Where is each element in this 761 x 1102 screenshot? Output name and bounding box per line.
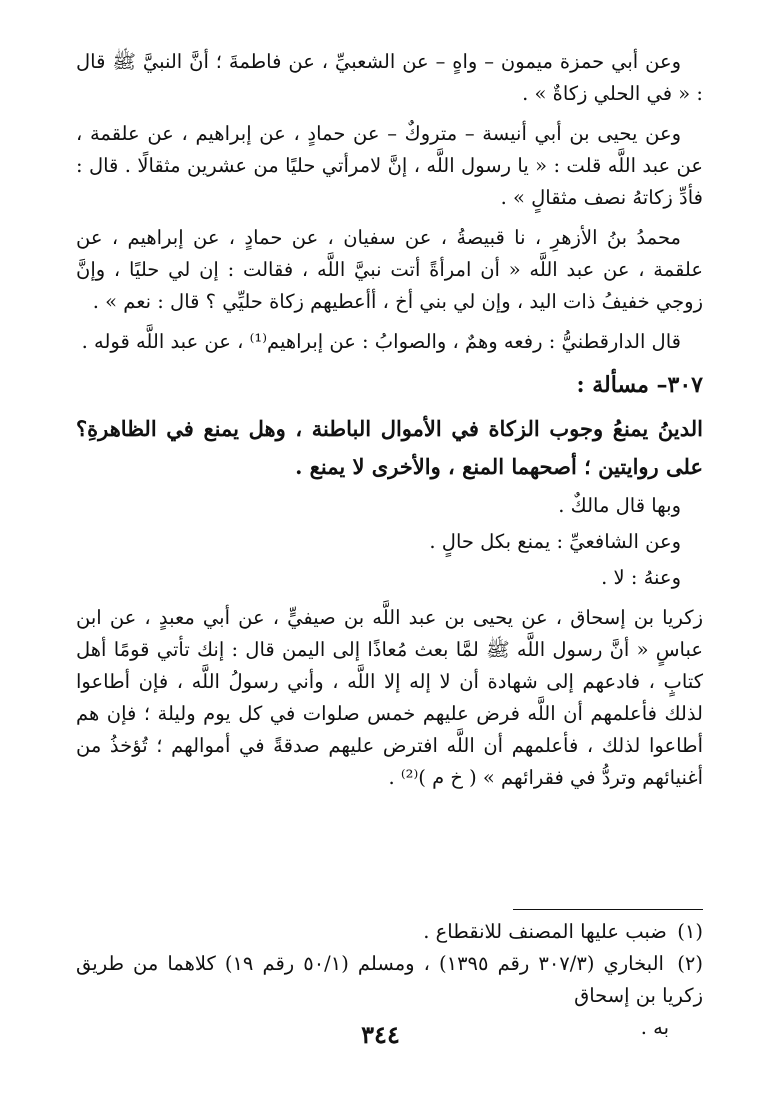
paragraph-fatima-hadith: وعن أبي حمزة ميمون – واهٍ – عن الشعبيِّ ، عن فاطمةَ ؛ أنَّ النبيَّ ﷺ قال : « في الحلي زكاةٌ » .: [76, 50, 703, 105]
footnote-1-text: ضبب عليها المصنف للانقطاع .: [423, 920, 667, 943]
issue-heading: ٣٠٧– مسألة :: [576, 372, 703, 398]
opinion-other: وعنهُ : لا .: [601, 566, 681, 589]
paragraph-daraqutni-comment: قال الدارقطنيُّ : رفعه وهمٌ ، والصوابُ : عن إبراهيم⁽¹⁾ ، عن عبد اللَّه قوله .: [81, 330, 681, 353]
footnote-2-number: (٢): [677, 952, 703, 975]
page-number: ٣٤٤: [361, 1020, 400, 1049]
footnote-2-text: البخاري (٣٠٧/٣ رقم ١٣٩٥) ، ومسلم (٥٠/١ رقم ١٩) كلاهما من طريق زكريا بن إسحاق: [76, 952, 703, 1007]
issue-statement: الدينُ يمنعُ وجوب الزكاة في الأموال الباطنة ، وهل يمنع في الظاهرةِ؟ على روايتين ؛ أصحهما المنع ، والأخرى لا يمنع .: [76, 416, 703, 479]
opinion-malik: وبها قال مالكٌ .: [558, 494, 681, 517]
footnote-separator: [513, 909, 703, 910]
footnote-2-continuation: به .: [640, 1016, 669, 1039]
paragraph-muhammad-hadith: محمدُ بنُ الأزهرِ ، نا قبيصةُ ، عن سفيان ، عن حمادٍ ، عن إبراهيم ، عن علقمة ، عن عبد اللَّه « أن امرأةً أتت نبيَّ اللَّه ، فقالت : إن لي حليًا ، وإنَّ زوجي خفيفُ ذات اليد ، وإن لي بني أخ ، أأعطيهم زكاة حليِّي ؟ قال : نعم » .: [76, 226, 703, 313]
main-text: [76, 46, 703, 802]
paragraph-muadh-hadith: زكريا بن إسحاق ، عن يحيى بن عبد اللَّه بن صيفيٍّ ، عن أبي معبدٍ ، عن ابن عباسٍ « أنَّ رسول اللَّه ﷺ لمَّا بعث مُعاذًا إلى اليمن قال : إنك تأتي قومًا أهل كتابٍ ، فادعهم إلى شهادة أن لا إله إلا اللَّه ، وأني رسولُ اللَّه ، فإن أطاعوا لذلك فأعلمهم أن اللَّه فرض عليهم خمس صلوات في كل يوم وليلة ؛ فإن هم أطاعوا لذلك ، فأعلمهم أن اللَّه افترض عليهم صدقةً في أموالهم ؛ تُؤخذُ من أغنيائهم وتردُّ في فقرائهم » ( خ م )⁽²⁾ .: [76, 606, 703, 789]
footnote-1: [76, 916, 703, 948]
footnote-1-number: (١): [677, 920, 703, 943]
footnote-2: [76, 948, 703, 1012]
paragraph-yahya-hadith: وعن يحيى بن أبي أنيسة – متروكٌ – عن حمادٍ ، عن إبراهيم ، عن علقمة ، عن عبد اللَّه قلت : « يا رسول اللَّه ، إنَّ لامرأتي حليًا من عشرين مثقالًا . قال : فأدِّ زكاتهُ نصف مثقالٍ » .: [76, 122, 703, 209]
opinion-shafii: وعن الشافعيِّ : يمنع بكل حالٍ .: [429, 530, 681, 553]
